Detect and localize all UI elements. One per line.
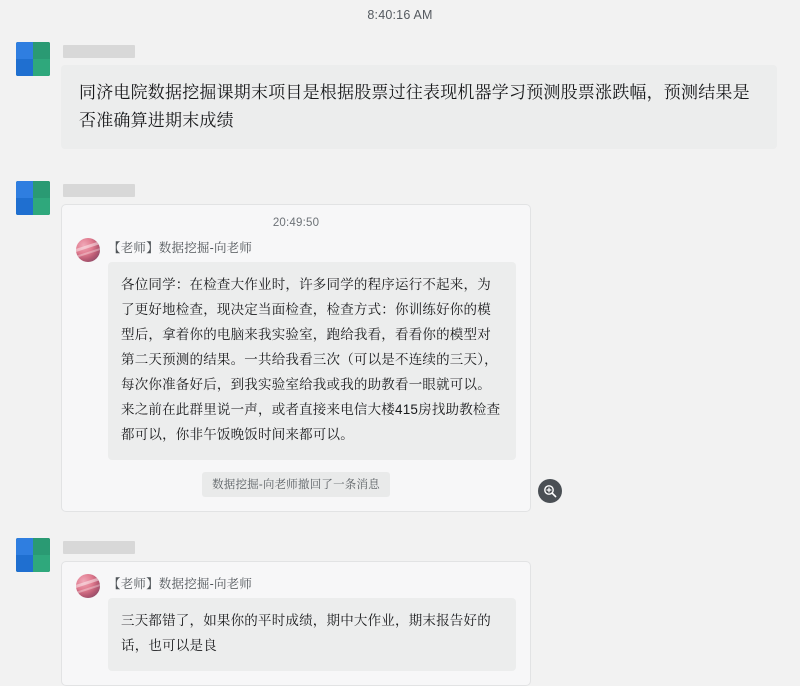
message-body	[61, 181, 531, 512]
sender-name-redacted	[63, 541, 135, 554]
avatar-quadrant	[16, 538, 33, 555]
avatar-quadrant	[16, 59, 33, 76]
forwarded-message-card[interactable]	[61, 561, 531, 686]
conversation-timestamp: 8:40:16 AM	[367, 8, 433, 22]
avatar-quadrant	[16, 198, 33, 215]
card-message-main	[108, 574, 516, 671]
magnifier-plus-icon[interactable]	[538, 479, 562, 503]
message-bubble[interactable]: 同济电院数据挖掘课期末项目是根据股票过往表现机器学习预测股票涨跌幅，预测结果是否准确算进期末成绩	[61, 65, 777, 149]
avatar-quadrant	[33, 59, 50, 76]
sender-name-redacted	[63, 184, 135, 197]
card-message	[76, 574, 516, 671]
message-row	[0, 42, 800, 149]
card-message	[76, 238, 516, 460]
card-sender-name: 【老师】数据挖掘-向老师	[108, 576, 253, 591]
avatar[interactable]	[76, 238, 100, 262]
avatar-quadrant	[33, 198, 50, 215]
card-timestamp: 20:49:50	[272, 217, 320, 230]
avatar-quadrant	[33, 181, 50, 198]
avatar-quadrant	[33, 538, 50, 555]
message-row	[0, 538, 800, 686]
card-sender-name: 【老师】数据挖掘-向老师	[108, 241, 253, 256]
avatar[interactable]	[16, 42, 50, 76]
message-body	[61, 42, 777, 149]
avatar[interactable]	[16, 538, 50, 572]
avatar-quadrant	[33, 42, 50, 59]
message-row	[0, 181, 800, 512]
avatar[interactable]	[16, 181, 50, 215]
avatar-quadrant	[33, 555, 50, 572]
avatar-quadrant	[16, 42, 33, 59]
avatar[interactable]	[76, 574, 100, 598]
card-message-main	[108, 238, 516, 460]
recall-notice-row	[76, 472, 516, 497]
avatar-quadrant	[16, 181, 33, 198]
card-message-text[interactable]: 三天都错了，如果你的平时成绩，期中大作业，期末报告好的话，也可以是良	[108, 598, 516, 671]
sender-name-redacted	[63, 45, 135, 58]
forwarded-message-card[interactable]	[61, 204, 531, 512]
card-message-text[interactable]: 各位同学：在检查大作业时，许多同学的程序运行不起来，为了更好地检查，现决定当面检查，检查方式：你训练好你的模型后，拿着你的电脑来我实验室，跑给我看，看看你的模型对第二天预测的结果。一共给我看三次（可以是不连续的三天），每次你准备好后，到我实验室给我或我的助教看一眼就可以。来之前在此群里说一声，或者直接来电信大楼415房找助教检查都可以，你非午饭晚饭时间来都可以。	[108, 262, 516, 460]
message-body	[61, 538, 531, 686]
avatar-quadrant	[16, 555, 33, 572]
recall-notice: 数据挖掘-向老师撤回了一条消息	[202, 472, 390, 497]
